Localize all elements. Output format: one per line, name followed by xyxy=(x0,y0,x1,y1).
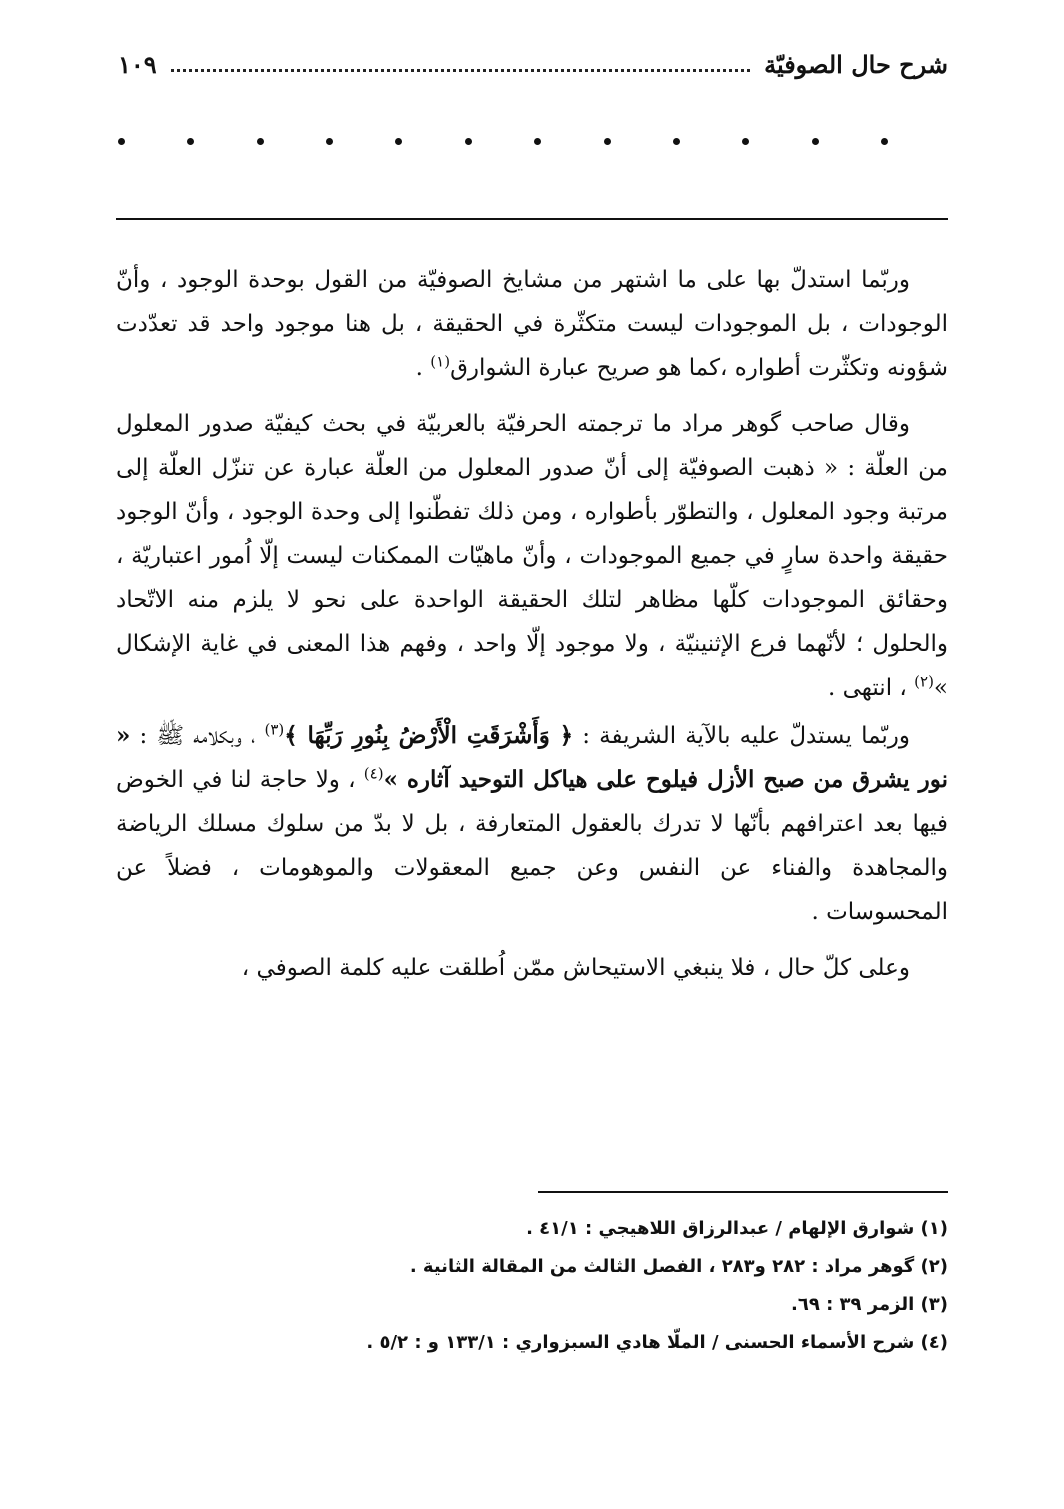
footnote-ref-1: (١) xyxy=(430,352,451,371)
separator-dot xyxy=(257,138,264,145)
running-header xyxy=(118,42,948,86)
paragraph-2 xyxy=(116,402,948,710)
paragraph-3 xyxy=(116,714,948,934)
header-rule xyxy=(116,218,948,220)
paragraph-3-rest: ، ولا حاجة لنا في الخوض فيها بعد اعترافهم بأنّها لا تدرك بالعقول المتعارفة ، بل لا بدّ من سلوك مسلك الرياضة والمجاهدة والفناء عن النفس وعن جميع المعقولات والموهومات ، فضلاً عن المحسوسات . xyxy=(116,767,948,925)
paragraph-4 xyxy=(116,946,948,990)
separator-dot xyxy=(187,138,194,145)
separator-dot xyxy=(742,138,749,145)
footnote-ref-3: (٣) xyxy=(264,720,285,739)
footnotes xyxy=(116,1210,948,1362)
separator-dot xyxy=(326,138,333,145)
footnote-3: (٣) الزمر ٣٩ : ٦٩. xyxy=(790,1294,948,1315)
paragraph-3-mid: ، وبكلامه ﷺ : xyxy=(130,723,265,749)
footnote-rule xyxy=(538,1191,948,1193)
footnote-ref-2: (٢) xyxy=(914,672,934,691)
paragraph-1 xyxy=(116,258,948,390)
paragraph-2-end: ، انتهى . xyxy=(827,675,915,701)
separator-dot xyxy=(673,138,680,145)
separator-dot xyxy=(118,138,125,145)
hadith-quote: « نور يشرق من صبح الأزل فيلوح على هياكل التوحيد آثاره » xyxy=(116,722,949,793)
quran-verse: ﴿ وَأَشْرَقَتِ الْأَرْضُ بِنُورِ رَبِّهَا ﴾ xyxy=(284,722,574,749)
footnote-ref-4: (٤) xyxy=(363,764,384,783)
page-number: ١٠٩ xyxy=(118,49,157,79)
footnote-4: (٤) شرح الأسماء الحسنى / الملّا هادي السبزواري : ١٣٣/١ و : ٥/٢ . xyxy=(366,1332,948,1353)
separator-dot xyxy=(465,138,472,145)
separator-dot xyxy=(812,138,819,145)
main-text xyxy=(116,258,948,1002)
separator-dot xyxy=(534,138,541,145)
header-title: شرح حال الصوفيّة xyxy=(764,49,948,79)
header-leader-dots xyxy=(171,69,750,72)
separator-dot xyxy=(395,138,402,145)
paragraph-1-text: وربّما استدلّ بها على ما اشتهر من مشايخ الصوفيّة من القول بوحدة الوجود ، وأنّ الوجودات ، بل الموجودات ليست متكثّرة في الحقيقة ، بل هنا موجود واحد قد تعدّدت شؤونه وتكثّرت أطواره ،كما هو صريح عبارة الشوارق xyxy=(116,267,948,381)
separator-dot xyxy=(881,138,888,145)
separator-dot xyxy=(604,138,611,145)
paragraph-4-text: وعلى كلّ حال ، فلا ينبغي الاستيحاش ممّن اُطلقت عليه كلمة الصوفي ، xyxy=(241,955,910,981)
paragraph-2-text: وقال صاحب گوهر مراد ما ترجمته الحرفيّة بالعربيّة في بحث كيفيّة صدور المعلول من العلّة : « ذهبت الصوفيّة إلى أنّ صدور المعلول من العلّة عبارة عن تنزّل العلّة إلى مرتبة وجود المعلول ، والتطوّر بأطواره ، ومن ذلك تفطّنوا إلى وحدة الوجود ، وأنّ الوجود حقيقة واحدة سارٍ في جميع الموجودات ، وأنّ ماهيّات الممكنات ليست إلّا اُمور اعتباريّة ، وحقائق الموجودات كلّها مظاهر لتلك الحقيقة الواحدة على نحو لا يلزم منه الاتّحاد والحلول ؛ لأنّهما فرع الإثنينيّة ، ولا موجود إلّا واحد ، وفهم هذا المعنى في غاية الإشكال » xyxy=(116,411,948,701)
paragraph-3-intro: وربّما يستدلّ عليه بالآية الشريفة : xyxy=(573,723,910,749)
separator-dots xyxy=(118,138,888,145)
paragraph-1-end: . xyxy=(415,355,431,381)
footnote-2: (٢) گوهر مراد : ٢٨٢ و٢٨٣ ، الفصل الثالث من المقالة الثانية . xyxy=(409,1256,948,1277)
footnote-1: (١) شوارق الإلهام / عبدالرزاق اللاهيجي : ٤١/١ . xyxy=(526,1218,948,1239)
